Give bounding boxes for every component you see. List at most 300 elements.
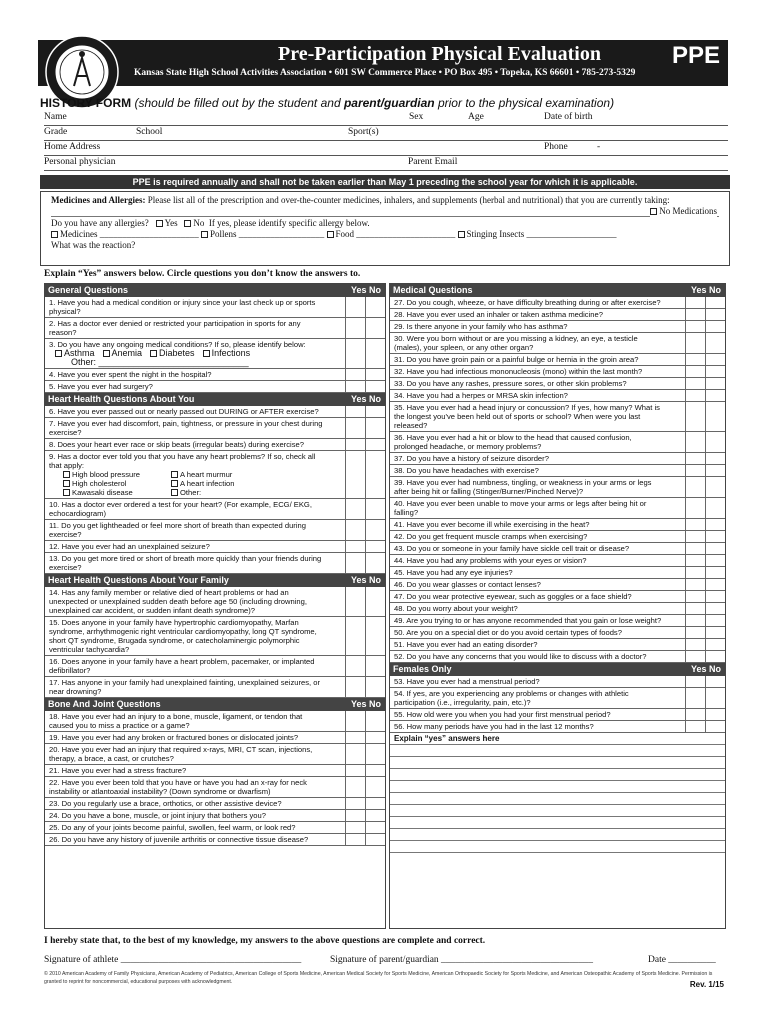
no-answer-cell[interactable] bbox=[365, 297, 385, 317]
question-text: 4. Have you ever spent the night in the hospital? bbox=[49, 370, 212, 379]
heart-murmur-label: A heart murmur bbox=[180, 470, 233, 479]
no-answer-cell[interactable] bbox=[365, 765, 385, 776]
yes-answer-cell[interactable] bbox=[685, 676, 705, 687]
no-answer-cell[interactable] bbox=[705, 453, 725, 464]
question-text: 26. Do you have any history of juvenile arthritis or connective tissue disease? bbox=[49, 835, 309, 844]
question-row bbox=[390, 321, 725, 333]
no-answer-cell[interactable] bbox=[365, 406, 385, 417]
yes-answer-cell[interactable] bbox=[345, 711, 365, 731]
question-text: 39. Have you ever had numbness, tingling, or weakness in your arms or legs after being hit or falling (Stinger/Burner/Pinched Nerve)? bbox=[394, 478, 652, 496]
question-text: 6. Have you ever passed out or nearly passed out DURING or AFTER exercise? bbox=[49, 407, 319, 416]
yes-answer-cell[interactable] bbox=[345, 744, 365, 764]
question-text: 2. Has a doctor ever denied or restricted your participation in sports for any reason? bbox=[49, 319, 301, 337]
no-answer-cell[interactable] bbox=[365, 499, 385, 519]
grade-row bbox=[44, 127, 728, 141]
question-row bbox=[45, 520, 385, 541]
yes-no-header: Yes No bbox=[690, 285, 721, 295]
no-answer-cell[interactable] bbox=[705, 477, 725, 497]
yes-answer-cell[interactable] bbox=[685, 453, 705, 464]
date-field[interactable]: Date __________ bbox=[648, 955, 716, 965]
yes-answer-cell[interactable] bbox=[345, 381, 365, 392]
grade-field[interactable]: Grade bbox=[44, 127, 68, 137]
yes-answer-cell[interactable] bbox=[345, 439, 365, 450]
yes-answer-cell[interactable] bbox=[685, 651, 705, 662]
heart-chol-label: High cholesterol bbox=[72, 479, 127, 488]
yes-answer-cell[interactable] bbox=[685, 615, 705, 626]
question-text: 40. Have you ever been unable to move your arms or legs after being hit or falling? bbox=[394, 499, 647, 517]
stinging-insects-label: Stinging Insects bbox=[466, 229, 525, 239]
question-row bbox=[45, 381, 385, 393]
yes-answer-cell[interactable] bbox=[685, 498, 705, 518]
question-row bbox=[45, 499, 385, 520]
question-row bbox=[390, 333, 725, 354]
no-answer-cell[interactable] bbox=[365, 369, 385, 380]
question-text: 46. Do you wear glasses or contact lenses? bbox=[394, 580, 541, 589]
reaction-field[interactable] bbox=[51, 240, 719, 251]
no-answer-cell[interactable] bbox=[365, 318, 385, 338]
condition-infections-label: Infections bbox=[211, 348, 251, 358]
yes-answer-cell[interactable] bbox=[685, 519, 705, 530]
question-text: 44. Have you had any problems with your eyes or vision? bbox=[394, 556, 587, 565]
question-text: 10. Has a doctor ever ordered a test for your heart? (For example, ECG/ EKG, echocardiogram) bbox=[49, 500, 312, 518]
physician-row bbox=[44, 157, 728, 171]
yes-answer-cell[interactable] bbox=[685, 333, 705, 353]
association-address: Kansas State High School Activities Association • 601 SW Commerce Place • PO Box 495 • Topeka, KS 66601 • 785-273-5329 bbox=[134, 68, 636, 78]
allergy-no-checkbox[interactable] bbox=[184, 220, 191, 227]
yes-answer-cell[interactable] bbox=[685, 321, 705, 332]
question-row bbox=[390, 603, 725, 615]
no-answer-cell[interactable] bbox=[365, 798, 385, 809]
no-answer-cell[interactable] bbox=[365, 381, 385, 392]
yes-answer-cell[interactable] bbox=[685, 402, 705, 431]
no-answer-cell[interactable] bbox=[365, 677, 385, 697]
no-answer-cell[interactable] bbox=[365, 822, 385, 833]
no-answer-cell[interactable] bbox=[365, 520, 385, 540]
question-text: 28. Have you ever used an inhaler or taken asthma medicine? bbox=[394, 310, 603, 319]
no-answer-cell[interactable] bbox=[705, 531, 725, 542]
sex-field[interactable]: Sex bbox=[409, 112, 424, 122]
school-field[interactable]: School bbox=[136, 127, 163, 137]
parent-signature-field[interactable]: Signature of parent/guardian ________________________________ bbox=[330, 955, 594, 965]
explain-line[interactable] bbox=[390, 781, 725, 793]
question-text: 51. Have you ever had an eating disorder? bbox=[394, 640, 538, 649]
yes-answer-cell[interactable] bbox=[345, 541, 365, 552]
question-text: 55. How old were you when you had your first menstrual period? bbox=[394, 710, 611, 719]
question-row bbox=[390, 519, 725, 531]
question-text: 25. Do any of your joints become painful, swollen, feel warm, or look red? bbox=[49, 823, 296, 832]
question-row bbox=[45, 656, 385, 677]
yes-answer-cell[interactable] bbox=[685, 366, 705, 377]
question-text: 17. Has anyone in your family had unexplained fainting, unexplained seizures, or near drowning? bbox=[49, 678, 321, 696]
phone-field[interactable]: Phone bbox=[544, 142, 568, 152]
no-answer-cell[interactable] bbox=[365, 418, 385, 438]
yes-no-header: Yes No bbox=[690, 664, 721, 674]
question-row bbox=[390, 676, 725, 688]
question-text: 12. Have you ever had an unexplained seizure? bbox=[49, 542, 210, 551]
no-answer-cell[interactable] bbox=[705, 579, 725, 590]
yes-answer-cell[interactable] bbox=[685, 309, 705, 320]
reaction-label: What was the reaction? bbox=[51, 240, 136, 250]
question-text: 13. Do you get more tired or short of breath more quickly than your friends during exercise? bbox=[49, 554, 322, 572]
no-answer-cell[interactable] bbox=[705, 627, 725, 638]
question-text: 49. Are you trying to or has anyone recommended that you gain or lose weight? bbox=[394, 616, 662, 625]
explain-yes-label: Explain “yes” answers here bbox=[390, 733, 725, 745]
address-row bbox=[44, 142, 728, 156]
question-text: 45. Have you had any eye injuries? bbox=[394, 568, 513, 577]
condition-anemia-checkbox[interactable] bbox=[103, 350, 110, 357]
question-text: 5. Have you ever had surgery? bbox=[49, 382, 153, 391]
question-text: 11. Do you get lightheaded or feel more short of breath than expected during exercise? bbox=[49, 521, 306, 539]
question-row bbox=[390, 639, 725, 651]
yes-answer-cell[interactable] bbox=[685, 591, 705, 602]
no-answer-cell[interactable] bbox=[365, 711, 385, 731]
yes-answer-cell[interactable] bbox=[345, 656, 365, 676]
no-medications-label: No Medications bbox=[659, 206, 717, 216]
no-answer-cell[interactable] bbox=[365, 587, 385, 616]
form-header bbox=[38, 40, 728, 86]
question-row bbox=[45, 765, 385, 777]
yes-answer-cell[interactable] bbox=[345, 677, 365, 697]
heart-infection-label: A heart infection bbox=[180, 479, 235, 488]
allergy-no-label: No bbox=[193, 218, 205, 228]
no-answer-cell[interactable] bbox=[705, 378, 725, 389]
question-text: 22. Have you ever been told that you have or have you had an x-ray for neck instability or atlantoaxial instability? (Down syndrome or dwarfism) bbox=[49, 778, 307, 796]
no-answer-cell[interactable] bbox=[705, 639, 725, 650]
question-row bbox=[390, 402, 725, 432]
no-answer-cell[interactable] bbox=[705, 709, 725, 720]
meds-text: Please list all of the prescription and over-the-counter medicines, inhalers, and supplements (herbal and nutritional) that you are currently taking: bbox=[145, 195, 670, 205]
no-answer-cell[interactable] bbox=[365, 541, 385, 552]
no-answer-cell[interactable] bbox=[705, 321, 725, 332]
condition-other-field[interactable]: ______________________________ bbox=[96, 357, 249, 367]
explain-line[interactable] bbox=[390, 841, 725, 853]
question-text: 37. Do you have a history of seizure disorder? bbox=[394, 454, 549, 463]
yes-no-header: Yes No bbox=[350, 394, 381, 404]
question-text: 50. Are you on a special diet or do you avoid certain types of foods? bbox=[394, 628, 622, 637]
form-title: Pre-Participation Physical Evaluation bbox=[278, 43, 601, 65]
no-answer-cell[interactable] bbox=[705, 432, 725, 452]
food-allergy-checkbox[interactable] bbox=[327, 231, 334, 238]
no-answer-cell[interactable] bbox=[705, 591, 725, 602]
question-row bbox=[45, 798, 385, 810]
no-answer-cell[interactable] bbox=[705, 465, 725, 476]
history-form-heading bbox=[40, 96, 614, 110]
section-header bbox=[45, 284, 385, 297]
question-row bbox=[45, 822, 385, 834]
no-answer-cell[interactable] bbox=[705, 333, 725, 353]
yes-answer-cell[interactable] bbox=[685, 603, 705, 614]
no-answer-cell[interactable] bbox=[365, 834, 385, 845]
heart-kawasaki-checkbox[interactable] bbox=[63, 489, 70, 496]
allergy-yes-checkbox[interactable] bbox=[156, 220, 163, 227]
question-text: 53. Have you ever had a menstrual period? bbox=[394, 677, 540, 686]
question-row bbox=[390, 498, 725, 519]
no-medications-checkbox[interactable] bbox=[650, 208, 657, 215]
food-allergy-label: Food bbox=[335, 229, 355, 239]
condition-infections-checkbox[interactable] bbox=[203, 350, 210, 357]
question-text: 42. Do you get frequent muscle cramps when exercising? bbox=[394, 532, 588, 541]
yes-answer-cell[interactable] bbox=[345, 369, 365, 380]
heart-kawasaki-label: Kawasaki disease bbox=[72, 488, 133, 497]
allergy-yes-label: Yes bbox=[164, 218, 178, 228]
explain-line[interactable] bbox=[390, 817, 725, 829]
question-row bbox=[45, 617, 385, 656]
no-answer-cell[interactable] bbox=[705, 309, 725, 320]
yes-answer-cell[interactable] bbox=[685, 579, 705, 590]
question-row bbox=[390, 390, 725, 402]
yes-answer-cell[interactable] bbox=[685, 567, 705, 578]
yes-answer-cell[interactable] bbox=[345, 777, 365, 797]
question-row bbox=[45, 318, 385, 339]
section-header bbox=[45, 574, 385, 587]
question-row bbox=[45, 406, 385, 418]
phone-dash: - bbox=[597, 142, 601, 152]
no-answer-cell[interactable] bbox=[365, 553, 385, 573]
yes-answer-cell[interactable] bbox=[345, 834, 365, 845]
no-answer-cell[interactable] bbox=[705, 615, 725, 626]
age-field[interactable]: Age bbox=[468, 112, 484, 122]
question-row bbox=[45, 439, 385, 451]
question-row bbox=[390, 627, 725, 639]
explain-line[interactable] bbox=[390, 757, 725, 769]
question-text: 36. Have you ever had a hit or blow to the head that caused confusion, prolonged headache, or memory problems? bbox=[394, 433, 632, 451]
question-text: 24. Do you have a bone, muscle, or joint injury that bothers you? bbox=[49, 811, 266, 820]
no-answer-cell[interactable] bbox=[705, 390, 725, 401]
no-answer-cell[interactable] bbox=[705, 603, 725, 614]
attestation-statement: I hereby state that, to the best of my knowledge, my answers to the above questions are complete and correct. bbox=[44, 936, 486, 946]
question-row bbox=[45, 777, 385, 798]
heart-infection-checkbox[interactable] bbox=[171, 480, 178, 487]
question-text: 15. Does anyone in your family have hypertrophic cardiomyopathy, Marfan syndrome, arrhythmogenic right ventricular cardiomyopathy, long QT syndrome, short QT syndrome, Brugada syndrome, or catecholaminergic polymorphic ventricular tachycardia? bbox=[49, 618, 317, 654]
ppe-badge: PPE bbox=[671, 42, 720, 69]
question-text: 30. Were you born without or are you missing a kidney, an eye, a testicle (males), your spleen, or any other organ? bbox=[394, 334, 638, 352]
question-row bbox=[390, 477, 725, 498]
question-row bbox=[390, 579, 725, 591]
question-text: 8. Does your heart ever race or skip beats (irregular beats) during exercise? bbox=[49, 440, 304, 449]
no-answer-cell[interactable] bbox=[705, 402, 725, 431]
pollens-allergy-label: Pollens bbox=[210, 229, 237, 239]
yes-answer-cell[interactable] bbox=[345, 587, 365, 616]
yes-answer-cell[interactable] bbox=[685, 721, 705, 732]
history-note-post: prior to the physical examination) bbox=[434, 96, 615, 110]
yes-answer-cell[interactable] bbox=[345, 810, 365, 821]
question-row bbox=[45, 834, 385, 846]
yes-answer-cell[interactable] bbox=[685, 543, 705, 554]
no-answer-cell[interactable] bbox=[705, 676, 725, 687]
heart-hbp-checkbox[interactable] bbox=[63, 471, 70, 478]
revision-label: Rev. 1/15 bbox=[689, 980, 724, 989]
question-text: 32. Have you had infectious mononucleosis (mono) within the last month? bbox=[394, 367, 643, 376]
question-row bbox=[45, 744, 385, 765]
meds-line[interactable] bbox=[51, 206, 719, 217]
question-text: 43. Do you or someone in your family have sickle cell trait or disease? bbox=[394, 544, 630, 553]
no-answer-cell[interactable] bbox=[705, 721, 725, 732]
question-text: 33. Do you have any rashes, pressure sores, or other skin problems? bbox=[394, 379, 627, 388]
history-note-bold: parent/guardian bbox=[343, 96, 435, 110]
question-text: 34. Have you had a herpes or MRSA skin infection? bbox=[394, 391, 568, 400]
question-text: 18. Have you ever had an injury to a bone, muscle, ligament, or tendon that caused you to miss a practice or a game? bbox=[49, 712, 303, 730]
question-row bbox=[45, 369, 385, 381]
question-row bbox=[390, 378, 725, 390]
yes-answer-cell[interactable] bbox=[685, 390, 705, 401]
stinging-insects-checkbox[interactable] bbox=[458, 231, 465, 238]
no-answer-cell[interactable] bbox=[705, 543, 725, 554]
yes-answer-cell[interactable] bbox=[345, 765, 365, 776]
section-header bbox=[390, 663, 725, 676]
yes-answer-cell[interactable] bbox=[685, 354, 705, 365]
explain-line[interactable] bbox=[390, 793, 725, 805]
allergy-question: Do you have any allergies? bbox=[51, 218, 149, 228]
yes-answer-cell[interactable] bbox=[685, 639, 705, 650]
sports-field[interactable]: Sport(s) bbox=[348, 127, 379, 137]
section-header bbox=[45, 698, 385, 711]
yes-answer-cell[interactable] bbox=[345, 297, 365, 317]
yes-answer-cell[interactable] bbox=[345, 732, 365, 743]
explain-line[interactable] bbox=[390, 769, 725, 781]
yes-answer-cell[interactable] bbox=[345, 451, 365, 498]
yes-answer-cell[interactable] bbox=[345, 418, 365, 438]
heart-other-checkbox[interactable] bbox=[171, 489, 178, 496]
no-answer-cell[interactable] bbox=[365, 451, 385, 498]
question-row bbox=[390, 453, 725, 465]
yes-no-header: Yes No bbox=[350, 699, 381, 709]
question-text: 29. Is there anyone in your family who has asthma? bbox=[394, 322, 568, 331]
medicines-allergy-label: Medicines bbox=[60, 229, 98, 239]
yes-no-header: Yes No bbox=[350, 285, 381, 295]
address-field[interactable]: Home Address bbox=[44, 142, 101, 152]
yes-answer-cell[interactable] bbox=[685, 627, 705, 638]
no-answer-cell[interactable] bbox=[365, 339, 385, 368]
section-title: General Questions bbox=[48, 285, 129, 295]
yes-answer-cell[interactable] bbox=[685, 465, 705, 476]
question-row bbox=[390, 651, 725, 663]
name-row bbox=[44, 112, 728, 126]
dob-field[interactable]: Date of birth bbox=[544, 112, 593, 122]
copyright-notice: © 2010 American Academy of Family Physicians, American Academy of Pediatrics, American College of Sports Medicine, American Medical Society for Sports Medicine, American Orthopaedic Society for Sports Medicine, and American Osteopathic Academy of Sports Medicine. Permission is granted to reprint for noncommercial, educational purposes with acknowledgment. bbox=[44, 971, 713, 985]
medicines-allergies-box: Medicines and Allergies: Please list all of the prescription and over-the-counter medicines, inhalers, and supplements (herbal and nutritional) that you are currently taking: No Medications Do you have any allergies? Yes No If yes, please identify specific allergy below. Medicines ______________________ Pollens ___________________ Food ______________________ Stinging Insects ____________________ What was the reaction? bbox=[40, 191, 730, 266]
no-answer-cell[interactable] bbox=[705, 651, 725, 662]
yes-answer-cell[interactable] bbox=[685, 477, 705, 497]
medicines-allergy-checkbox[interactable] bbox=[51, 231, 58, 238]
question-row bbox=[390, 543, 725, 555]
no-answer-cell[interactable] bbox=[705, 354, 725, 365]
question-row bbox=[45, 418, 385, 439]
no-answer-cell[interactable] bbox=[365, 732, 385, 743]
history-note-pre: (should be filled out by the student and bbox=[134, 96, 344, 110]
question-text: 52. Do you have any concerns that you would like to discuss with a doctor? bbox=[394, 652, 647, 661]
question-text: 48. Do you worry about your weight? bbox=[394, 604, 518, 613]
question-row bbox=[45, 339, 385, 369]
question-row bbox=[45, 711, 385, 732]
no-answer-cell[interactable] bbox=[365, 810, 385, 821]
section-title: Bone And Joint Questions bbox=[48, 699, 161, 709]
explain-line[interactable] bbox=[390, 829, 725, 841]
heart-murmur-checkbox[interactable] bbox=[171, 471, 178, 478]
condition-other-label: Other: bbox=[71, 357, 97, 367]
yes-answer-cell[interactable] bbox=[345, 406, 365, 417]
question-row bbox=[390, 709, 725, 721]
yes-answer-cell[interactable] bbox=[685, 531, 705, 542]
section-title: Heart Health Questions About Your Family bbox=[48, 575, 229, 585]
yes-answer-cell[interactable] bbox=[685, 688, 705, 708]
no-answer-cell[interactable] bbox=[705, 688, 725, 708]
yes-answer-cell[interactable] bbox=[685, 555, 705, 566]
condition-asthma-checkbox[interactable] bbox=[55, 350, 62, 357]
condition-diabetes-checkbox[interactable] bbox=[150, 350, 157, 357]
history-title: HISTORY FORM bbox=[40, 96, 132, 110]
no-answer-cell[interactable] bbox=[365, 617, 385, 655]
question-row bbox=[390, 591, 725, 603]
yes-answer-cell[interactable] bbox=[685, 709, 705, 720]
explain-instructions: Explain “Yes” answers below. Circle questions you don’t know the answers to. bbox=[44, 269, 361, 279]
yes-answer-cell[interactable] bbox=[345, 499, 365, 519]
explain-line[interactable] bbox=[390, 805, 725, 817]
question-row bbox=[45, 732, 385, 744]
question-text: 27. Do you cough, wheeze, or have difficulty breathing during or after exercise? bbox=[394, 298, 661, 307]
pollens-allergy-checkbox[interactable] bbox=[201, 231, 208, 238]
question-text: 35. Have you ever had a head injury or concussion? If yes, how many? What is the longest you've been held out of sports or school? When were you last released? bbox=[394, 403, 660, 430]
heart-hbp-label: High blood pressure bbox=[72, 470, 140, 479]
yes-answer-cell[interactable] bbox=[685, 297, 705, 308]
meds-label: Medicines and Allergies: bbox=[51, 195, 146, 205]
question-row bbox=[390, 721, 725, 733]
yes-answer-cell[interactable] bbox=[345, 617, 365, 655]
name-field[interactable]: Name bbox=[44, 112, 67, 122]
yes-answer-cell[interactable] bbox=[345, 798, 365, 809]
question-text: 21. Have you ever had a stress fracture? bbox=[49, 766, 187, 775]
question-text: 31. Do you have groin pain or a painful bulge or hernia in the groin area? bbox=[394, 355, 639, 364]
yes-answer-cell[interactable] bbox=[345, 339, 365, 368]
no-answer-cell[interactable] bbox=[705, 519, 725, 530]
yes-no-header: Yes No bbox=[350, 575, 381, 585]
yes-answer-cell[interactable] bbox=[345, 318, 365, 338]
no-answer-cell[interactable] bbox=[705, 567, 725, 578]
no-answer-cell[interactable] bbox=[365, 744, 385, 764]
no-answer-cell[interactable] bbox=[705, 297, 725, 308]
physician-field[interactable]: Personal physician bbox=[44, 157, 116, 167]
question-text: 3. Do you have any ongoing medical conditions? If so, please identify below: bbox=[49, 340, 306, 349]
no-answer-cell[interactable] bbox=[705, 555, 725, 566]
yes-answer-cell[interactable] bbox=[345, 822, 365, 833]
question-row bbox=[45, 587, 385, 617]
parent-email-field[interactable]: Parent Email bbox=[408, 157, 458, 167]
annual-requirement-banner: PPE is required annually and shall not be taken earlier than May 1 preceding the school year for which it is applicable. bbox=[40, 175, 730, 189]
question-text: 47. Do you wear protective eyewear, such as goggles or a face shield? bbox=[394, 592, 632, 601]
question-row bbox=[45, 553, 385, 574]
heart-chol-checkbox[interactable] bbox=[63, 480, 70, 487]
left-questions-column bbox=[44, 283, 386, 929]
question-text: 38. Do you have headaches with exercise? bbox=[394, 466, 539, 475]
yes-answer-cell[interactable] bbox=[345, 553, 365, 573]
explain-line[interactable] bbox=[390, 745, 725, 757]
no-answer-cell[interactable] bbox=[705, 498, 725, 518]
athlete-signature-field[interactable]: Signature of athlete ______________________________________ bbox=[44, 955, 302, 965]
question-row bbox=[390, 432, 725, 453]
question-text: 23. Do you regularly use a brace, orthotics, or other assistive device? bbox=[49, 799, 282, 808]
no-answer-cell[interactable] bbox=[705, 366, 725, 377]
no-answer-cell[interactable] bbox=[365, 777, 385, 797]
yes-answer-cell[interactable] bbox=[685, 378, 705, 389]
yes-answer-cell[interactable] bbox=[685, 432, 705, 452]
question-row bbox=[390, 366, 725, 378]
question-text: 54. If yes, are you experiencing any problems or changes with athletic participation (i.e., irregularity, pain, etc.)? bbox=[394, 689, 629, 707]
question-row bbox=[390, 615, 725, 627]
question-row bbox=[390, 354, 725, 366]
no-answer-cell[interactable] bbox=[365, 439, 385, 450]
question-row bbox=[390, 297, 725, 309]
no-answer-cell[interactable] bbox=[365, 656, 385, 676]
yes-answer-cell[interactable] bbox=[345, 520, 365, 540]
